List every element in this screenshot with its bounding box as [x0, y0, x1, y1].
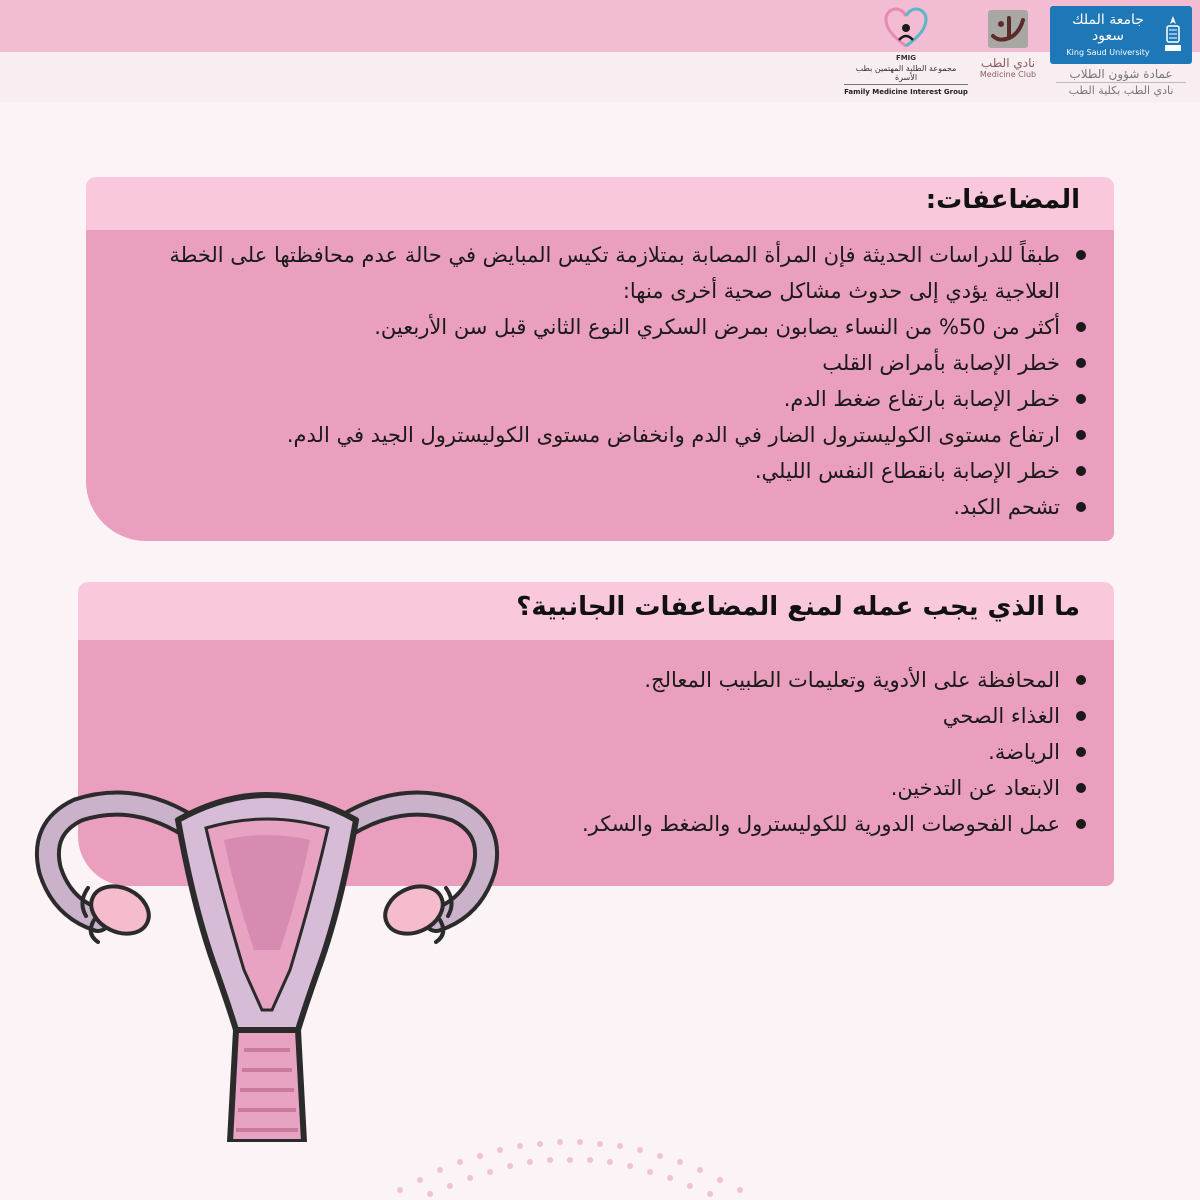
- bullet-icon: [1076, 358, 1086, 368]
- list-item: تشحم الكبد.: [103, 489, 1088, 525]
- list-item: أكثر من 50% من النساء يصابون بمرض السكري النوع الثاني قبل سن الأربعين.: [103, 309, 1088, 345]
- bullet-icon: [1076, 747, 1086, 757]
- list-item: خطر الإصابة بأمراض القلب: [103, 345, 1088, 381]
- complications-title: المضاعفات:: [925, 185, 1080, 215]
- list-item: الابتعاد عن التدخين.: [188, 770, 1088, 806]
- bullet-icon: [1076, 675, 1086, 685]
- bullet-icon: [1076, 783, 1086, 793]
- medicine-club-mark-icon: [985, 8, 1031, 50]
- bullet-icon: [1076, 394, 1086, 404]
- complications-list: [103, 237, 1088, 525]
- decorative-dots: [380, 1130, 760, 1200]
- list-item: ارتفاع مستوى الكوليسترول الضار في الدم وانخفاض مستوى الكوليسترول الجيد في الدم.: [103, 417, 1088, 453]
- list-item: طبقاً للدراسات الحديثة فإن المرأة المصابة بمتلازمة تكيس المبايض في حالة عدم محافظتها على الخطة العلاجية يؤدي إلى حدوث مشاكل صحية أخرى منها:: [103, 237, 1088, 309]
- bullet-icon: [1076, 250, 1086, 260]
- bullet-icon: [1076, 711, 1086, 721]
- list-item: الرياضة.: [188, 734, 1088, 770]
- fmig-short-name: FMIG: [895, 54, 917, 62]
- fmig-logo: [836, 6, 976, 96]
- bullet-icon: [1076, 322, 1086, 332]
- list-item: المحافظة على الأدوية وتعليمات الطبيب المعالج.: [188, 662, 1088, 698]
- complications-card: [86, 177, 1114, 541]
- ksu-logo-box: [1050, 6, 1192, 64]
- list-item: عمل الفحوصات الدورية للكوليسترول والضغط والسكر.: [188, 806, 1088, 842]
- medicine-club-logo: [970, 8, 1046, 79]
- fmig-heart-icon: [884, 6, 928, 50]
- bullet-icon: [1076, 819, 1086, 829]
- list-item: خطر الإصابة بانقطاع النفس الليلي.: [103, 453, 1088, 489]
- fmig-name-en: Family Medicine Interest Group: [844, 88, 968, 96]
- ksu-affiliation-2: نادي الطب بكلية الطب: [1056, 82, 1186, 97]
- ksu-name-en: King Saud University: [1066, 48, 1150, 57]
- bullet-icon: [1076, 502, 1086, 512]
- bullet-icon: [1076, 466, 1086, 476]
- ksu-seal-icon: [1159, 14, 1187, 54]
- list-item: الغذاء الصحي: [188, 698, 1088, 734]
- ksu-logo: [1046, 6, 1196, 97]
- fmig-name-ar: مجموعة الطلبة المهتمين بطب الأسرة: [844, 64, 968, 85]
- bullet-icon: [1076, 430, 1086, 440]
- list-item: خطر الإصابة بارتفاع ضغط الدم.: [103, 381, 1088, 417]
- prevention-title: ما الذي يجب عمله لمنع المضاعفات الجانبية؟: [516, 592, 1080, 622]
- medicine-club-name-en: Medicine Club: [979, 70, 1037, 79]
- uterus-illustration: [28, 770, 506, 1142]
- medicine-club-name-ar: نادي الطب: [980, 56, 1036, 70]
- ksu-affiliation-1: عمادة شؤون الطلاب: [1069, 67, 1173, 81]
- ksu-name-ar: جامعة الملك سعود: [1072, 12, 1144, 44]
